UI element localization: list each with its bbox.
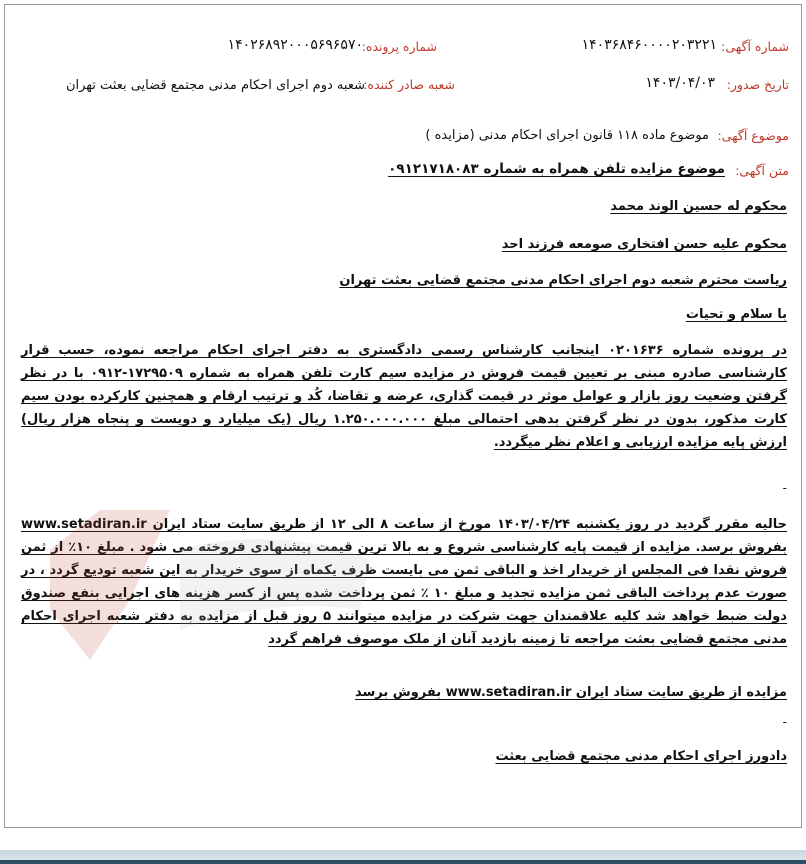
separator-dash-2: -	[782, 715, 787, 729]
subject-label: موضوع آگهی:	[717, 128, 789, 143]
issue-date-label: تاریخ صدور:	[726, 77, 789, 92]
issue-date: ۱۴۰۳/۰۴/۰۳	[645, 75, 715, 91]
notice-title: موضوع مزایده تلفن همراه به شماره ۰۹۱۲۱۷۱۸۰۸۳	[388, 161, 725, 177]
issuer-name: شعبه دوم اجرای احکام مدنی مجتمع قضایی بعثت تهران	[65, 78, 365, 93]
case-number: ۱۴۰۲۶۸۹۲۰۰۰۵۶۹۶۵۷۰	[227, 37, 363, 53]
body-label: متن آگهی:	[735, 163, 789, 178]
separator-dash: -	[782, 481, 787, 495]
auction-paragraph: حالیه مقرر گردید در روز یکشنبه ۱۴۰۳/۰۴/۲۴ مورخ از ساعت ۸ الی ۱۲ از طریق سایت ستاد ایران www.setadiran.ir بفروش برسد. مزایده از قیمت پایه کارشناسی شروع و به بالا ترین قیمت پیشنهادی فروخته می شود . مبلغ ۱۰٪ از ثمن فروش نقدا فی المجلس از خریدار اخذ و الباقی ثمن می بایست ظرف یکماه از سوی خریدار به این شعبه تودیع گردد ، در صورت عدم پرداخت الباقی ثمن مزایده تجدید و مبلغ ۱۰ ٪ ثمن پرداخت شده پس از کسر هزینه های اجرایی بنفع صندوق دولت ضبط خواهد شد کلیه علاقمندان جهت شرکت در مزایده میتوانند ۵ روز قبل از مزایده به دفتر شعبه اجرای احکام مدنی مجتمع قضایی بعثت مراجعه تا زمینه بازدید آنان از ملک موصوف فراهم گردد	[21, 517, 787, 647]
subject-text: موضوع ماده ۱۱۸ قانون اجرای احکام مدنی (مزایده )	[425, 128, 709, 143]
debtor-line: محکوم علیه حسن افتخاری صومعه فرزند احد	[501, 237, 787, 252]
addressee-line: ریاست محترم شعبه دوم اجرای احکام مدنی مجتمع قضایی بعثت تهران	[339, 273, 787, 288]
issuer-label: شعبه صادر کننده:	[363, 77, 455, 92]
signature-line: دادورز اجرای احکام مدنی مجتمع قضایی بعثت	[495, 749, 787, 764]
bottom-band	[0, 828, 806, 864]
online-sale-line: مزایده از طریق سایت ستاد ایران www.setadiran.ir بفروش برسد	[355, 685, 787, 700]
notice-frame	[4, 4, 802, 828]
greeting-line: با سلام و تحیات	[685, 307, 787, 322]
case-number-label: شماره پرونده:	[361, 39, 437, 54]
notice-number-label: شماره آگهی:	[721, 39, 789, 54]
expert-paragraph: در پرونده شماره ۰۲۰۱۶۳۶ اینجانب کارشناس رسمی دادگستری به دفتر اجرای احکام مراجعه نموده، حسب قرار کارشناسی صادره مبنی بر تعیین قیمت فروش در مزایده سیم کارت تلفن همراه به شماره ۱۷۲۹۵۰۹-۰۹۱۲ با در نظر گرفتن وضعیت روز بازار و عوامل موثر در قیمت گذاری، عرضه و تقاضا، کُد و ترتیب ارقام و همچنین کارکرده بودن سیم کارت مذکور، بدون در نظر گرفتن بدهی احتمالی مبلغ ۱.۲۵۰.۰۰۰.۰۰۰ ریال (یک میلیارد و دویست و پنجاه هزار ریال) ارزش پایه مزایده ارزیابی و اعلام نظر میگردد.	[21, 343, 788, 450]
bottom-accent-line	[0, 860, 806, 864]
notice-number: ۱۴۰۳۶۸۴۶۰۰۰۰۲۰۳۲۲۱	[581, 37, 717, 53]
creditor-line: محکوم له حسین الوند محمد	[610, 199, 787, 214]
